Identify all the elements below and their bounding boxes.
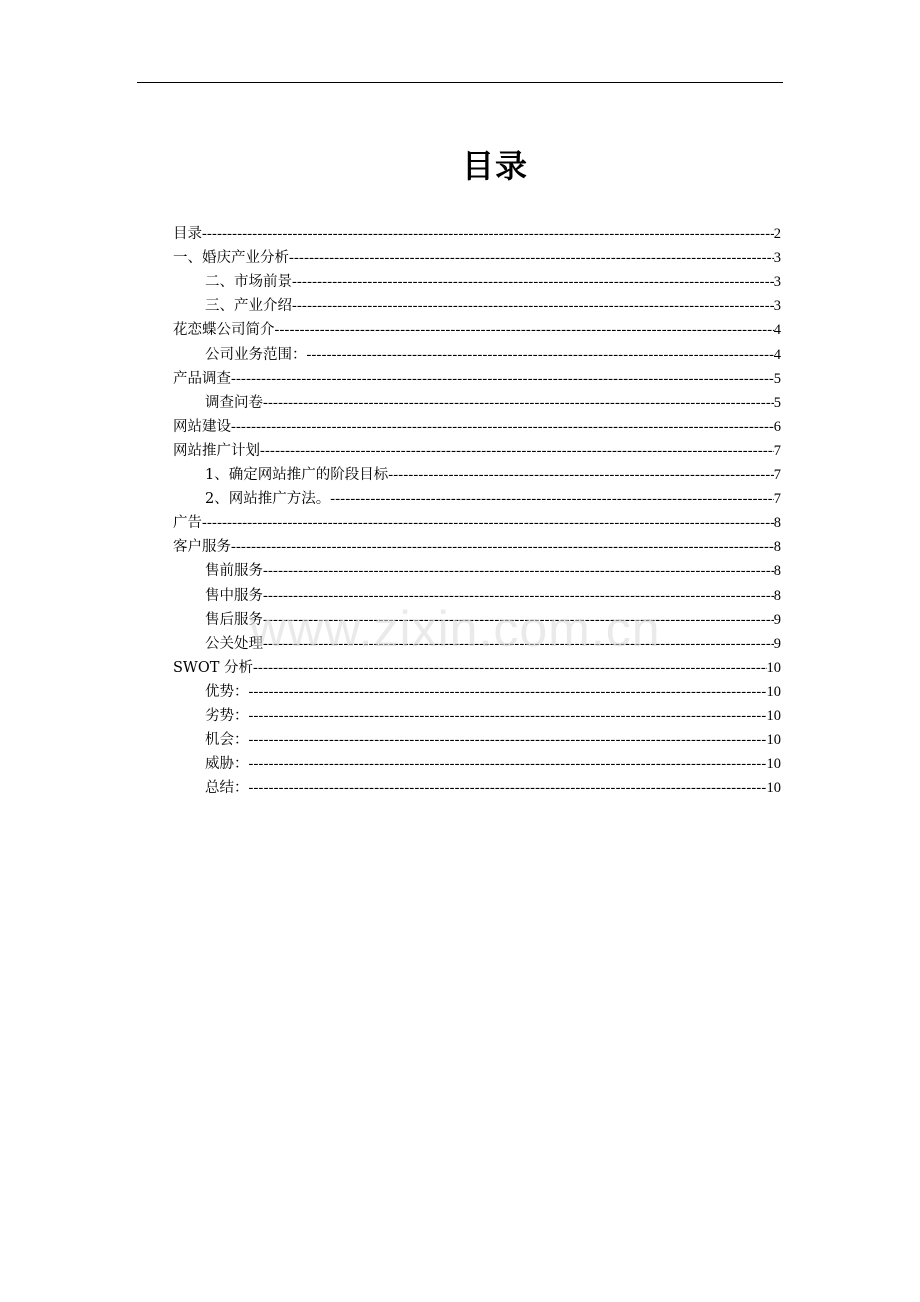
toc-entry-label: 劣势：	[205, 707, 249, 724]
toc-entry-page-number: 10	[766, 707, 781, 724]
toc-dot-leader	[292, 294, 774, 318]
toc-entry-label: 三、产业介绍	[205, 298, 292, 315]
toc-entry-page-number: 8	[773, 587, 781, 604]
toc-entry-label: 机会：	[205, 732, 249, 749]
toc-entry-page-number: 7	[773, 467, 781, 484]
header-rule	[137, 82, 783, 83]
toc-entry-page-number: 7	[773, 442, 781, 459]
toc-entry[interactable]	[173, 583, 781, 607]
toc-entry[interactable]	[173, 632, 781, 656]
toc-dot-leader	[202, 222, 774, 246]
toc-entry-label: 售后服务	[205, 611, 263, 628]
toc-dot-leader	[388, 463, 774, 487]
toc-entry-page-number: 4	[773, 322, 781, 339]
toc-entry[interactable]	[173, 704, 781, 728]
toc-dot-leader	[292, 270, 774, 294]
toc-entry-page-number: 5	[773, 370, 781, 387]
toc-dot-leader	[249, 752, 767, 776]
page-title: 目录	[461, 147, 528, 185]
toc-dot-leader	[249, 728, 767, 752]
toc-dot-leader	[330, 487, 774, 511]
toc-entry-page-number: 8	[773, 539, 781, 556]
table-of-contents	[173, 222, 781, 800]
toc-entry[interactable]	[173, 608, 781, 632]
toc-entry[interactable]	[173, 511, 781, 535]
toc-entry[interactable]	[173, 463, 781, 487]
toc-entry[interactable]	[173, 222, 781, 246]
toc-entry[interactable]	[173, 294, 781, 318]
toc-entry-page-number: 3	[773, 250, 781, 267]
toc-entry[interactable]	[173, 487, 781, 511]
toc-entry-page-number: 5	[773, 394, 781, 411]
toc-entry[interactable]	[173, 415, 781, 439]
toc-entry-label: 一、婚庆产业分析	[173, 250, 289, 267]
toc-entry-label: 总结：	[205, 780, 249, 797]
toc-entry-label: 2、网站推广方法。	[205, 491, 331, 508]
toc-entry-label: 1、确定网站推广的阶段目标	[205, 467, 389, 484]
toc-entry[interactable]	[173, 680, 781, 704]
toc-entry[interactable]	[173, 342, 781, 366]
toc-entry-label: 客户服务	[173, 539, 231, 556]
toc-entry-label: 售中服务	[205, 587, 263, 604]
toc-dot-leader	[231, 415, 774, 439]
toc-entry-page-number: 10	[766, 732, 781, 749]
toc-entry-page-number: 3	[773, 274, 781, 291]
toc-entry-page-number: 8	[773, 563, 781, 580]
toc-entry-page-number: 10	[766, 756, 781, 773]
toc-dot-leader	[275, 318, 774, 342]
toc-dot-leader	[263, 632, 774, 656]
toc-dot-leader	[260, 439, 774, 463]
toc-entry-page-number: 8	[773, 515, 781, 532]
toc-entry-page-number: 10	[766, 659, 781, 676]
toc-dot-leader	[231, 535, 774, 559]
toc-dot-leader	[289, 246, 774, 270]
toc-entry-page-number: 9	[773, 635, 781, 652]
toc-dot-leader	[263, 608, 774, 632]
toc-entry-page-number: 10	[766, 780, 781, 797]
toc-entry-label: 售前服务	[205, 563, 263, 580]
toc-entry[interactable]	[173, 367, 781, 391]
toc-dot-leader	[231, 367, 774, 391]
toc-entry[interactable]	[173, 535, 781, 559]
toc-entry-label: 广告	[173, 515, 202, 532]
toc-entry[interactable]	[173, 752, 781, 776]
toc-entry[interactable]	[173, 246, 781, 270]
toc-entry-label: 公司业务范围：	[205, 346, 307, 363]
toc-entry[interactable]	[173, 318, 781, 342]
toc-entry-label: 优势：	[205, 683, 249, 700]
toc-dot-leader	[263, 584, 774, 608]
toc-dot-leader	[253, 656, 766, 680]
toc-entry-label: 目录	[173, 226, 202, 243]
toc-dot-leader	[263, 559, 774, 583]
toc-dot-leader	[307, 343, 774, 367]
toc-entry[interactable]	[173, 391, 781, 415]
toc-entry[interactable]	[173, 270, 781, 294]
toc-entry-page-number: 10	[766, 683, 781, 700]
toc-entry-page-number: 4	[773, 346, 781, 363]
toc-entry-label: 调查问卷	[205, 394, 263, 411]
toc-entry[interactable]	[173, 728, 781, 752]
toc-entry[interactable]	[173, 439, 781, 463]
toc-entry-label: 威胁：	[205, 756, 249, 773]
toc-entry-label: 网站推广计划	[173, 442, 260, 459]
toc-entry-page-number: 3	[773, 298, 781, 315]
toc-dot-leader	[249, 776, 767, 800]
toc-entry[interactable]	[173, 776, 781, 800]
watermark: www.zixin.com.cn	[250, 601, 661, 657]
toc-entry-label: 产品调查	[173, 370, 231, 387]
toc-entry[interactable]	[173, 656, 781, 680]
toc-dot-leader	[249, 680, 767, 704]
toc-dot-leader	[249, 704, 767, 728]
toc-entry-page-number: 2	[773, 226, 781, 243]
toc-entry-label: SWOT 分析	[173, 659, 254, 676]
toc-entry-label: 公关处理	[205, 635, 263, 652]
toc-entry-page-number: 9	[773, 611, 781, 628]
toc-dot-leader	[202, 511, 774, 535]
toc-entry-label: 花恋蝶公司简介	[173, 322, 275, 339]
toc-entry-label: 二、市场前景	[205, 274, 292, 291]
toc-dot-leader	[263, 391, 774, 415]
toc-entry-label: 网站建设	[173, 418, 231, 435]
toc-entry-page-number: 7	[773, 491, 781, 508]
toc-entry[interactable]	[173, 559, 781, 583]
toc-entry-page-number: 6	[773, 418, 781, 435]
